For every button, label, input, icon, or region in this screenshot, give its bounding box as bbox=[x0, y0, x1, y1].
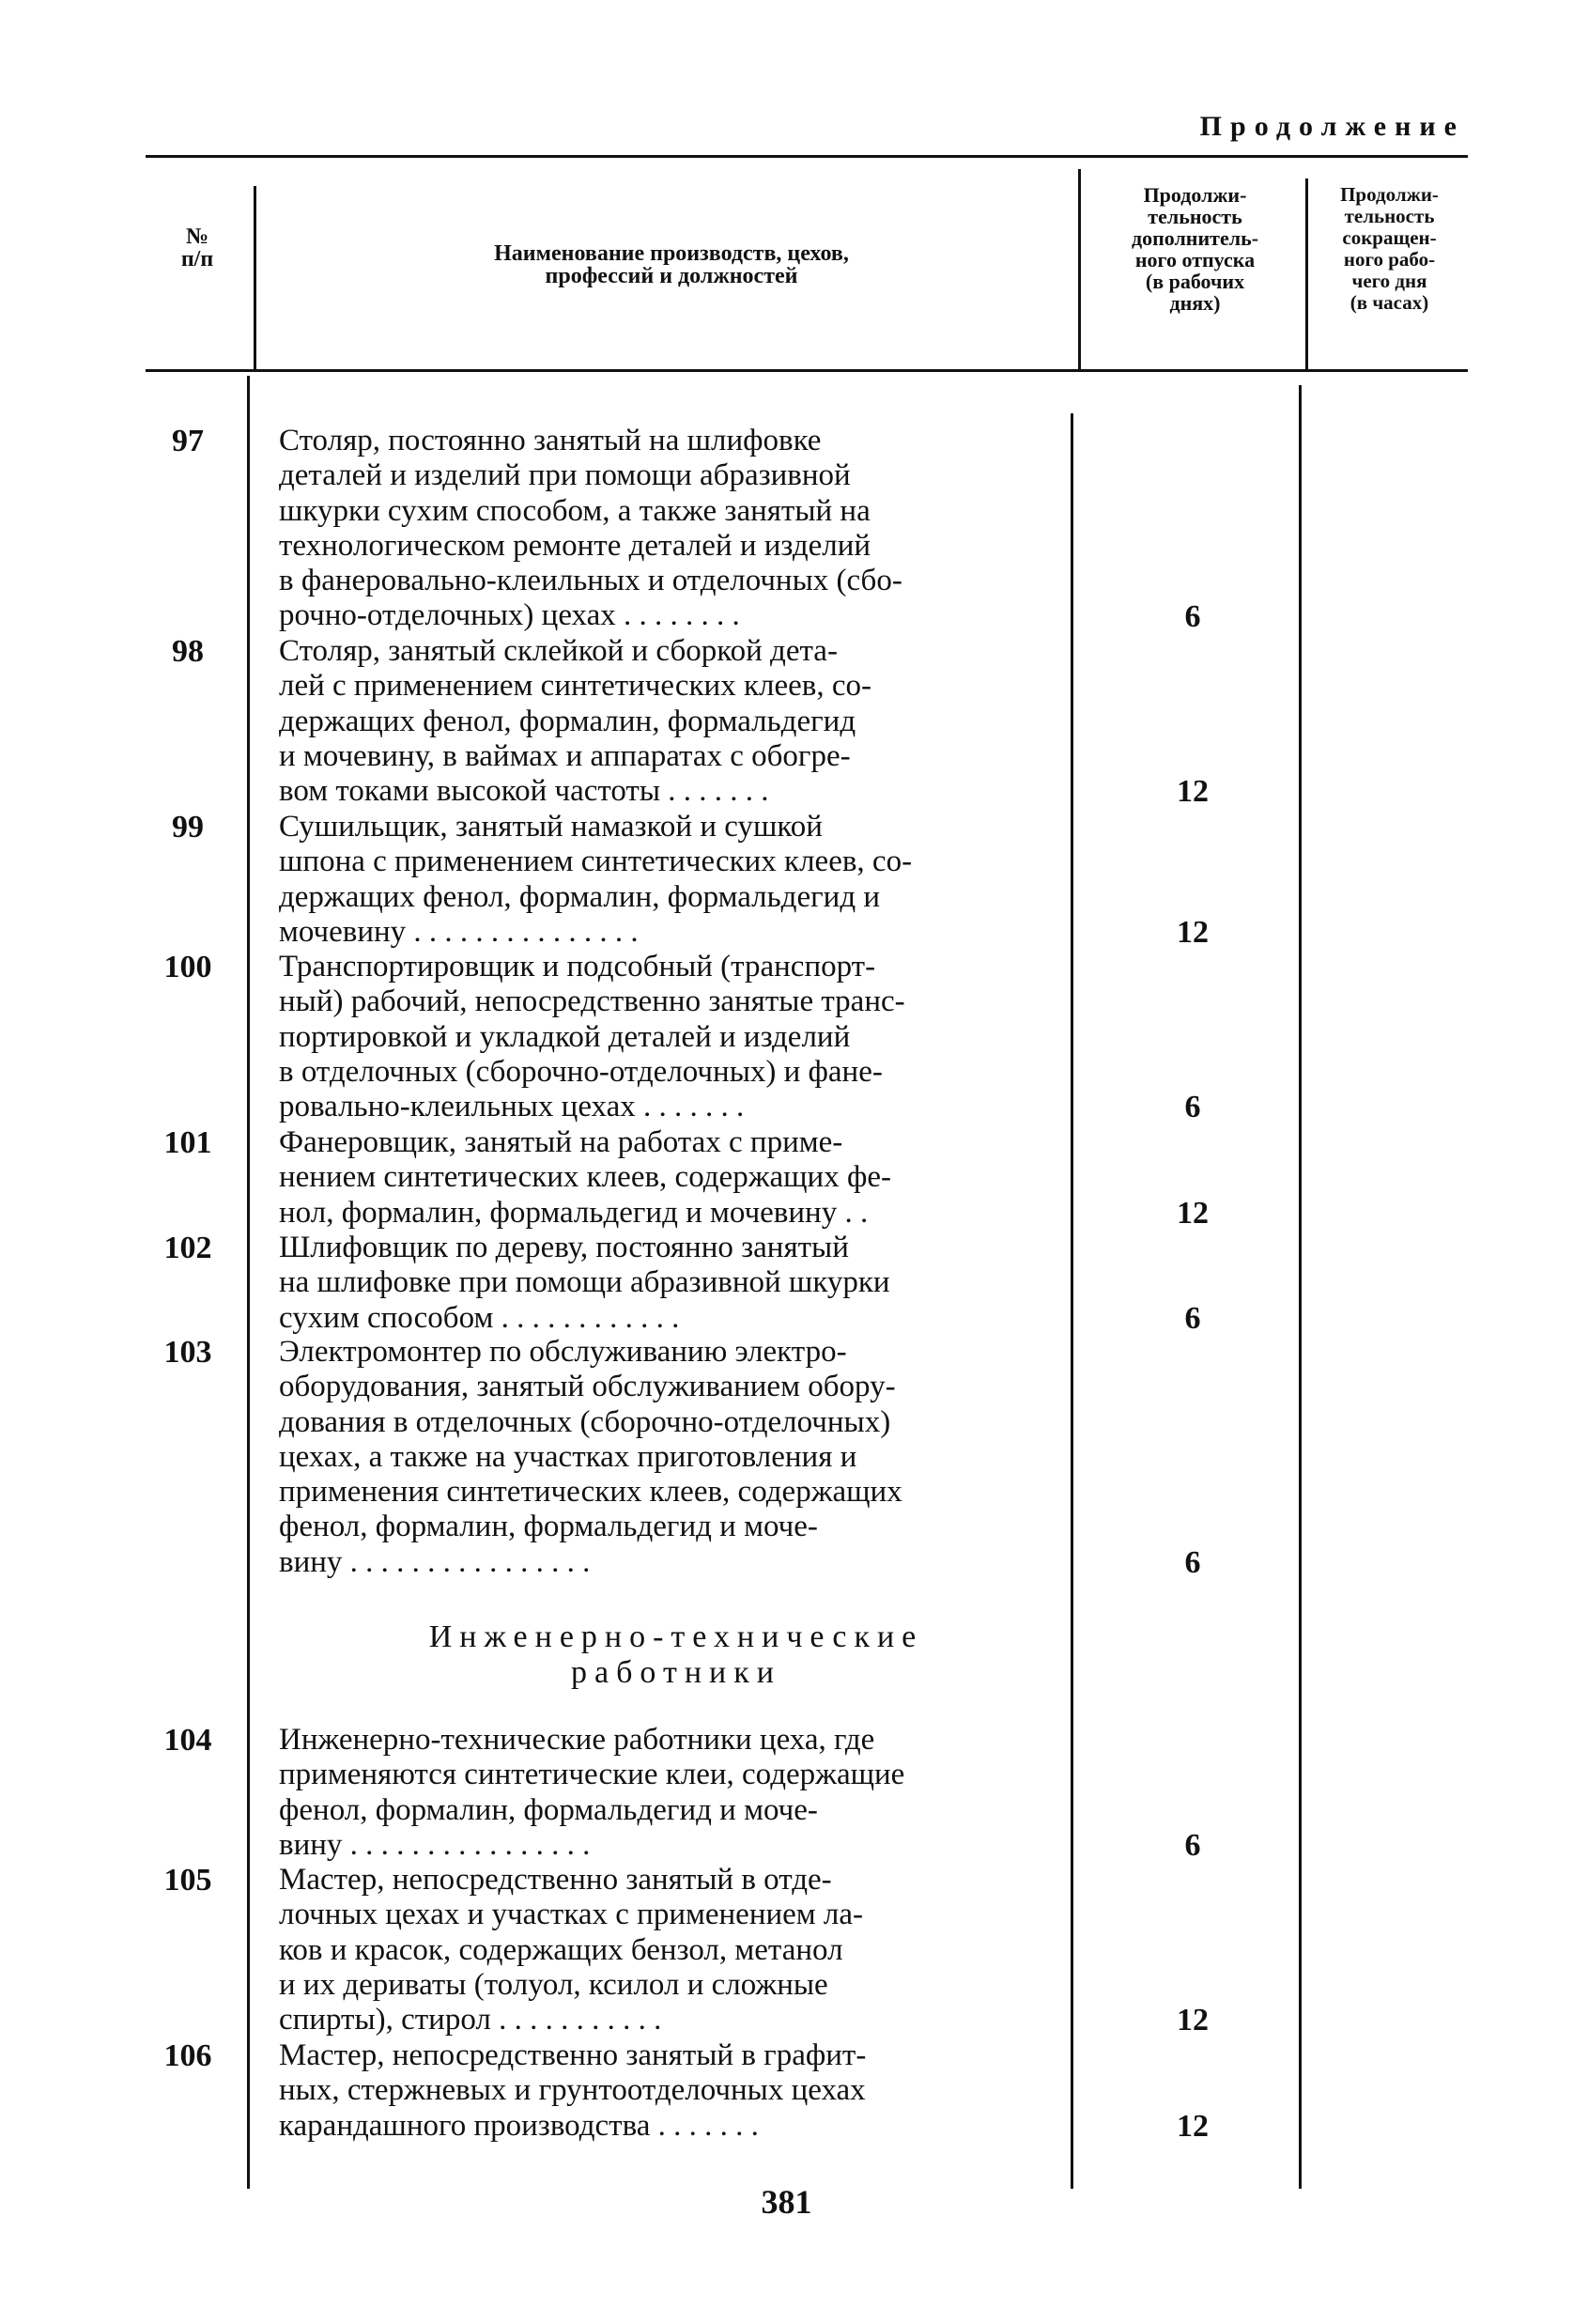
header-short-day: Продолжи- тельность сокращен- ного рабо- чего дня (в часах) bbox=[1340, 183, 1439, 314]
row-leave-days: 6 bbox=[1184, 1828, 1201, 1863]
header-number: № п/п bbox=[180, 225, 214, 271]
row-number: 97 bbox=[172, 424, 204, 458]
row-description: Инженерно-технические работники цеха, где применяются синтетические клеи, содержащие фенол, формалин, формальдегид и моче- вину . . . . . . . . . . . . . . . . bbox=[279, 1723, 905, 1862]
body-divider-1 bbox=[247, 376, 250, 2189]
header-additional-leave: Продолжи- тельность дополнитель- ного отпуска (в рабочих днях) bbox=[1131, 183, 1259, 315]
header-divider-2 bbox=[1078, 169, 1081, 369]
row-number: 105 bbox=[163, 1863, 212, 1898]
row-leave-days: 12 bbox=[1177, 2109, 1209, 2144]
row-leave-days: 12 bbox=[1177, 915, 1209, 950]
row-description: Сушильщик, занятый намазкой и сушкой шпона с применением синтетических клеев, со- держащих фенол, формалин, формальдегид и мочевину . . . . . . . . . . . . . . . bbox=[279, 810, 913, 949]
table-top-rule bbox=[146, 155, 1468, 158]
row-number: 104 bbox=[163, 1723, 212, 1758]
row-description: Мастер, непосредственно занятый в графит- ных, стержневых и грунтоотделочных цехах карандашного производства . . . . . . . bbox=[279, 2038, 867, 2143]
row-description: Электромонтер по обслуживанию электро- оборудования, занятый обслуживанием обору- дования в отделочных (сборочно-отделочных) цехах, а также на участках приготовления и применения синтетических клеев, содержащих фенол, формалин, формальдегид и моче- вину . . . . . . . . . . . . . . . . bbox=[279, 1335, 902, 1579]
header-name: Наименование производств, цехов, профессий и должностей bbox=[494, 241, 849, 288]
row-number: 106 bbox=[163, 2038, 212, 2073]
row-leave-days: 12 bbox=[1177, 2003, 1209, 2037]
row-description: Фанеровщик, занятый на работах с приме- нением синтетических клеев, содержащих фе- нол, формалин, формальдегид и мочевину . . bbox=[279, 1125, 891, 1230]
section-title: Инженерно-технические работники bbox=[428, 1619, 924, 1690]
continued-label: Продолжение bbox=[1199, 111, 1465, 142]
row-leave-days: 6 bbox=[1184, 1301, 1201, 1336]
page-number: 381 bbox=[761, 2183, 812, 2221]
row-leave-days: 12 bbox=[1177, 774, 1209, 809]
header-divider-3 bbox=[1305, 178, 1308, 369]
row-description: Столяр, постоянно занятый на шлифовке деталей и изделий при помощи абразивной шкурки сухим способом, а также занятый на технологическом ремонте деталей и изделий в фанеровально-клеильных и отделочных (сбо- рочно-отделочных) цехах . . . . . . . . bbox=[279, 424, 902, 633]
row-number: 102 bbox=[163, 1231, 212, 1265]
row-number: 98 bbox=[172, 634, 204, 669]
row-description: Транспортировщик и подсобный (транспорт- ный) рабочий, непосредственно занятые транс- портировкой и укладкой деталей и изделий в отделочных (сборочно-отделочных) и фане- ровально-клеильных цехах . . . . . . . bbox=[279, 950, 905, 1124]
row-leave-days: 12 bbox=[1177, 1196, 1209, 1231]
body-divider-3 bbox=[1299, 385, 1302, 2189]
row-number: 103 bbox=[163, 1335, 212, 1370]
row-description: Мастер, непосредственно занятый в отде- лочных цехах и участках с применением ла- ков и красок, содержащих бензол, метанол и их дериваты (толуол, ксилол и сложные спирты), стирол . . . . . . . . . . . bbox=[279, 1863, 864, 2037]
row-leave-days: 6 bbox=[1184, 1545, 1201, 1580]
header-bottom-rule bbox=[146, 369, 1468, 372]
row-number: 101 bbox=[163, 1125, 212, 1160]
row-description: Шлифовщик по дереву, постоянно занятый на шлифовке при помощи абразивной шкурки сухим способом . . . . . . . . . . . . bbox=[279, 1231, 890, 1335]
row-leave-days: 6 bbox=[1184, 1090, 1201, 1124]
row-description: Столяр, занятый склейкой и сборкой дета- лей с применением синтетических клеев, со- держащих фенол, формалин, формальдегид и мочевину, в ваймах и аппаратах с обогре- вом токами высокой частоты . . . . . . . bbox=[279, 634, 871, 809]
row-number: 99 bbox=[172, 810, 204, 844]
row-number: 100 bbox=[163, 950, 212, 984]
header-divider-1 bbox=[254, 186, 256, 369]
row-leave-days: 6 bbox=[1184, 599, 1201, 634]
